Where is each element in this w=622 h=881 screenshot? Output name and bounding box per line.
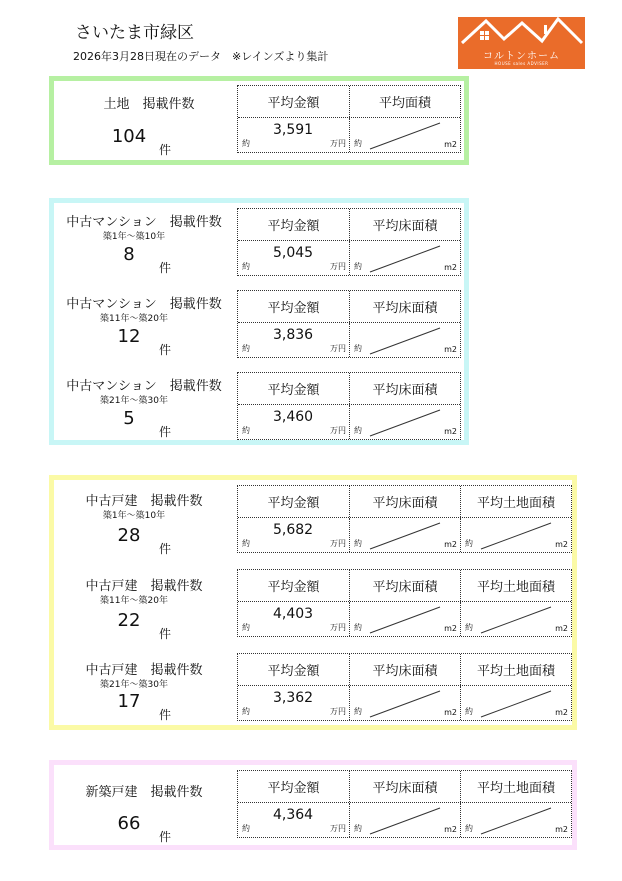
- avg-price-value: 3,836: [273, 327, 314, 343]
- avg-area-cell: [349, 118, 460, 152]
- approx-label: 約: [354, 707, 362, 716]
- approx-label: 約: [354, 426, 362, 435]
- avg-price-value: 3,591: [273, 122, 314, 138]
- header-avg-land-area: 平均土地面積: [460, 771, 571, 802]
- price-unit: 万円: [330, 426, 346, 435]
- area-unit: m2: [444, 263, 457, 272]
- approx-label: 約: [242, 824, 250, 833]
- section-label: 中古戸建 掲載件数: [85, 494, 203, 509]
- count-unit: 件: [159, 143, 172, 157]
- header-avg-land-area: 平均土地面積: [460, 570, 571, 601]
- approx-label: 約: [354, 623, 362, 632]
- age-range: 築11年～築20年: [100, 596, 168, 606]
- section-land: [49, 76, 469, 165]
- area-unit: m2: [444, 345, 457, 354]
- header-avg-land-area: 平均土地面積: [460, 654, 571, 685]
- price-unit: 万円: [330, 344, 346, 353]
- listing-count: 28: [117, 525, 141, 546]
- approx-label: 約: [242, 139, 250, 148]
- header-avg-price: 平均金額: [267, 580, 320, 595]
- avg-price-cell: [238, 405, 349, 439]
- price-unit: 万円: [330, 623, 346, 632]
- price-unit: 万円: [330, 139, 346, 148]
- header-avg-floor-area: 平均床面積: [349, 486, 460, 517]
- avg-land-area-cell: [460, 602, 571, 636]
- price-unit: 万円: [330, 824, 346, 833]
- header-avg-floor-area: 平均床面積: [349, 771, 460, 802]
- header-avg-price: 平均金額: [267, 301, 320, 316]
- logo-brand-text: コルトンホーム: [483, 51, 560, 62]
- avg-price-value: 4,403: [273, 606, 314, 622]
- section-label: 中古マンション 掲載件数: [66, 297, 222, 312]
- listing-count: 17: [117, 691, 141, 712]
- avg-price-cell: [238, 686, 349, 720]
- age-range: 築21年～築30年: [100, 680, 168, 690]
- section-used-house: [49, 475, 577, 730]
- header-avg-price: 平均金額: [267, 496, 320, 511]
- count-unit: 件: [159, 261, 172, 275]
- avg-land-area-cell: [460, 803, 571, 837]
- header-avg-price: 平均金額: [267, 96, 320, 111]
- count-unit: 件: [159, 425, 172, 439]
- avg-price-cell: [238, 518, 349, 552]
- price-unit: 万円: [330, 262, 346, 271]
- avg-price-cell: [238, 602, 349, 636]
- approx-label: 約: [354, 539, 362, 548]
- approx-label: 約: [465, 824, 473, 833]
- avg-floor-area-cell: [349, 518, 460, 552]
- avg-floor-area-cell: [349, 602, 460, 636]
- listing-count: 104: [111, 126, 147, 147]
- listing-count: 66: [117, 813, 141, 834]
- stats-table: [237, 770, 572, 838]
- approx-label: 約: [242, 262, 250, 271]
- approx-label: 約: [354, 344, 362, 353]
- area-unit: m2: [444, 140, 457, 149]
- stats-table: [237, 208, 461, 276]
- listing-count: 5: [123, 408, 135, 429]
- count-unit: 件: [159, 708, 172, 722]
- approx-label: 約: [242, 344, 250, 353]
- header-avg-land-area: 平均土地面積: [460, 486, 571, 517]
- section-label: 中古マンション 掲載件数: [66, 379, 222, 394]
- avg-price-cell: [238, 803, 349, 837]
- stats-table: [237, 85, 461, 153]
- count-unit: 件: [159, 542, 172, 556]
- age-range: 築11年～築20年: [100, 314, 168, 324]
- data-date-note: 2026年3月28日現在のデータ ※レインズより集計: [73, 50, 329, 63]
- avg-floor-area-cell: [349, 803, 460, 837]
- count-unit: 件: [159, 627, 172, 641]
- approx-label: 約: [242, 707, 250, 716]
- approx-label: 約: [465, 539, 473, 548]
- age-range: 築21年～築30年: [100, 396, 168, 406]
- header-avg-floor-area: 平均床面積: [349, 291, 460, 322]
- approx-label: 約: [465, 707, 473, 716]
- section-label: 中古戸建 掲載件数: [85, 663, 203, 678]
- avg-land-area-cell: [460, 686, 571, 720]
- avg-price-value: 5,045: [273, 245, 314, 261]
- avg-land-area-cell: [460, 518, 571, 552]
- header-avg-price: 平均金額: [267, 383, 320, 398]
- header-avg-floor-area: 平均床面積: [349, 373, 460, 404]
- section-new-house: [49, 760, 577, 850]
- area-unit: m2: [444, 540, 457, 549]
- approx-label: 約: [354, 824, 362, 833]
- header-avg-area: 平均面積: [349, 86, 460, 117]
- section-label: 土地 掲載件数: [103, 97, 195, 112]
- header-avg-price: 平均金額: [267, 219, 320, 234]
- avg-floor-area-cell: [349, 686, 460, 720]
- area-unit: m2: [555, 540, 568, 549]
- stats-table: [237, 485, 572, 553]
- avg-floor-area-cell: [349, 323, 460, 357]
- price-unit: 万円: [330, 539, 346, 548]
- stats-table: [237, 372, 461, 440]
- section-used-mansion: [49, 198, 469, 445]
- age-range: 築1年～築10年: [102, 511, 166, 521]
- count-unit: 件: [159, 830, 172, 844]
- header-avg-floor-area: 平均床面積: [349, 654, 460, 685]
- avg-price-cell: [238, 118, 349, 152]
- approx-label: 約: [465, 623, 473, 632]
- company-logo: [458, 17, 585, 69]
- section-label: 中古戸建 掲載件数: [85, 579, 203, 594]
- house-roof-icon: [458, 17, 585, 49]
- listing-count: 22: [117, 610, 141, 631]
- approx-label: 約: [242, 539, 250, 548]
- area-unit: m2: [555, 825, 568, 834]
- area-unit: m2: [444, 624, 457, 633]
- section-label: 中古マンション 掲載件数: [66, 215, 222, 230]
- area-unit: m2: [555, 708, 568, 717]
- header-avg-floor-area: 平均床面積: [349, 570, 460, 601]
- approx-label: 約: [242, 623, 250, 632]
- count-unit: 件: [159, 343, 172, 357]
- area-unit: m2: [444, 825, 457, 834]
- page-title: さいたま市緑区: [75, 23, 194, 43]
- header-avg-price: 平均金額: [267, 781, 320, 796]
- area-unit: m2: [444, 708, 457, 717]
- avg-floor-area-cell: [349, 241, 460, 275]
- stats-table: [237, 653, 572, 721]
- avg-price-value: 4,364: [273, 807, 314, 823]
- listing-count: 8: [123, 244, 135, 265]
- avg-price-value: 3,460: [273, 409, 314, 425]
- avg-price-value: 5,682: [273, 522, 314, 538]
- approx-label: 約: [354, 262, 362, 271]
- avg-floor-area-cell: [349, 405, 460, 439]
- approx-label: 約: [354, 139, 362, 148]
- header-avg-floor-area: 平均床面積: [349, 209, 460, 240]
- header-avg-price: 平均金額: [267, 664, 320, 679]
- section-label: 新築戸建 掲載件数: [85, 785, 203, 800]
- approx-label: 約: [242, 426, 250, 435]
- avg-price-value: 3,362: [273, 690, 314, 706]
- area-unit: m2: [444, 427, 457, 436]
- age-range: 築1年～築10年: [102, 232, 166, 242]
- stats-table: [237, 290, 461, 358]
- logo-sub-text: HOUSE sales ADVISER: [494, 61, 549, 66]
- listing-count: 12: [117, 326, 141, 347]
- avg-price-cell: [238, 323, 349, 357]
- area-unit: m2: [555, 624, 568, 633]
- avg-price-cell: [238, 241, 349, 275]
- stats-table: [237, 569, 572, 637]
- price-unit: 万円: [330, 707, 346, 716]
